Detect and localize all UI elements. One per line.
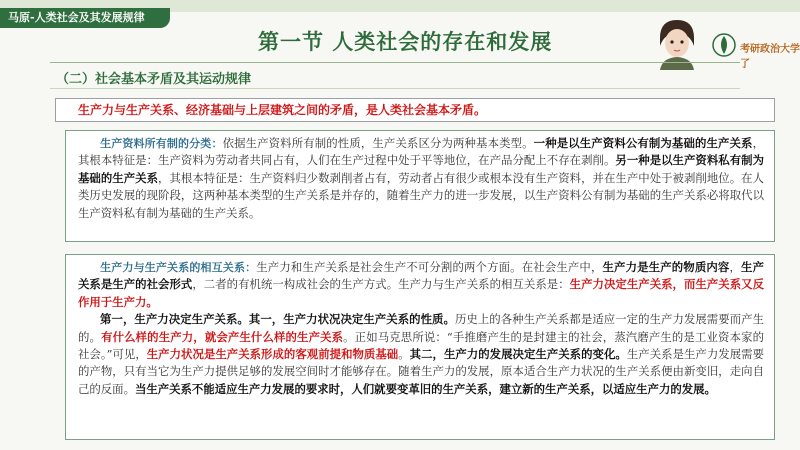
red-text: 生产力决定生产关系，而生产关系又反作用于生产力。: [78, 277, 764, 309]
text: 。: [398, 347, 410, 362]
text: ，: [729, 260, 742, 274]
text: 生产力和生产关系是社会生产不可分割的两个方面。在社会生产中，: [256, 260, 603, 274]
subtitle-divider: [50, 88, 740, 89]
bold-text: 第一，生产力决定生产关系。其一，生产力状况决定生产关系的性质。: [100, 312, 455, 327]
ownership-classification-box: [65, 130, 775, 242]
box-lead: 生产资料所有制的分类：: [100, 137, 223, 150]
logo-text: 考研政治大学了: [740, 44, 800, 70]
bold-text: 一种是以生产资料公有制为基础的生产关系: [533, 136, 753, 150]
text: 依据生产资料所有制的性质，生产关系区分为两种基本类型。: [222, 136, 534, 150]
key-statement: 生产力与生产关系、经济基础与上层建筑之间的矛盾，是人类社会基本矛盾。: [78, 103, 487, 117]
section-subtitle: （二）社会基本矛盾及其运动规律: [56, 72, 252, 87]
text: ，其根本特征是：生产资料归少数剥削者占有，劳动者占有很少或根本没有生产资料，并在生产中处于被剥削地位。在人类历史发展的现阶段，这两种基本类型的生产关系是并存的，随着生产力的进一步发展，以生产资料公有制为基础的生产关系必将取代以生产资料私有制为基础的生产关系。: [78, 170, 764, 220]
red-text: 生产力状况是生产关系形成的客观前提和物质基础: [146, 347, 399, 362]
productive-forces-relations-box: [65, 254, 775, 440]
bold-text: 另一种是以生产资料私有制为基础的生产关系: [78, 153, 764, 185]
paragraph: [78, 259, 764, 311]
red-text: 有什么样的生产力，就会产生什么样的生产关系: [101, 329, 344, 344]
bold-text: 生产力是生产的物质内容: [602, 260, 730, 274]
text: 。正如马克思所说：“手推磨产生的是封建主的社会，蒸汽磨产生的是工业资本家的社会。”可见，: [78, 329, 764, 362]
key-statement-box: [55, 98, 775, 122]
course-tag: 马原-人类社会及其发展规律: [0, 8, 170, 28]
bold-text: 其二，生产力的发展决定生产关系的变化。: [409, 347, 627, 362]
text: ，其根本特征是：生产资料为劳动者共同占有，人们在生产过程中处于平等地位，在产品分配上不存在剥削。: [78, 136, 764, 168]
text: 生产关系是生产力发展需要的产物，只有当它为生产力提供足够的发展空间时才能够存在。随着生产力的发展，原本适合生产力状况的生产关系便由新变旧，走向自己的反面。: [78, 347, 764, 396]
text: ，二者的有机统一构成社会的生产方式。生产力与生产关系的相互关系是：: [192, 277, 570, 292]
box-lead: 生产力与生产关系的相互关系：: [100, 261, 257, 274]
title-divider: [50, 62, 740, 63]
paragraph: [78, 311, 764, 398]
bold-text: 当生产关系不能适应生产力发展的要求时，人们就要变革旧的生产关系，建立新的生产关系，以适应生产力的发展。: [134, 381, 716, 396]
page-title: 第一节 人类社会的存在和发展: [258, 30, 553, 54]
bold-text: 生产关系是生产的社会形式: [78, 260, 764, 292]
text: 历史上的各种生产关系都是适应一定的生产力发展需要而产生的。: [78, 312, 764, 344]
